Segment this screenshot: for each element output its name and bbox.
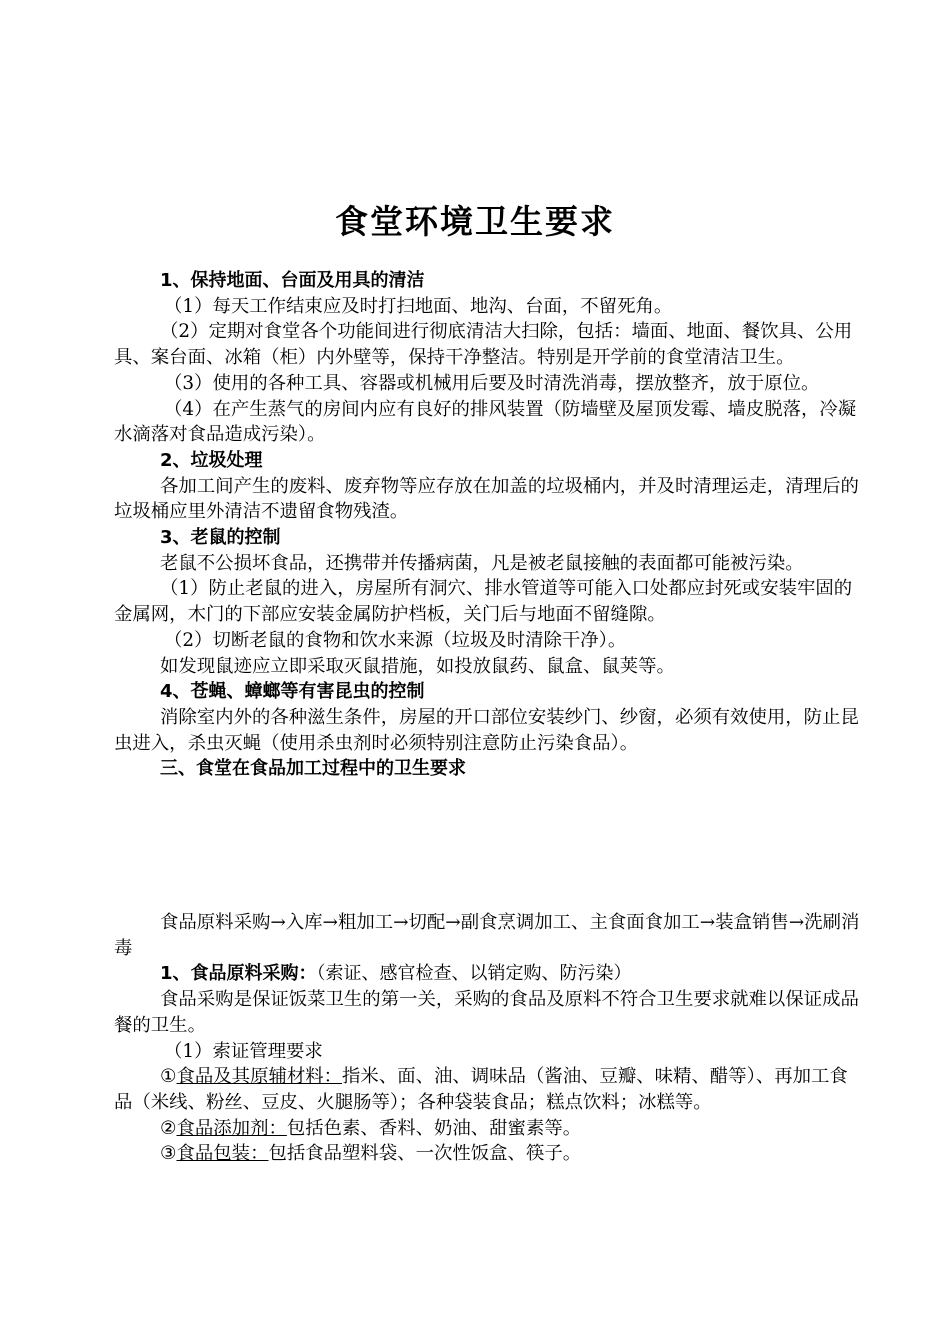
heading-text: 1、食品原料采购：	[160, 963, 317, 985]
item-number: ③	[160, 1143, 177, 1165]
paragraph: （4）在产生蒸气的房间内应有良好的排风装置（防墙壁及屋顶发霉、墙皮脱落，冷凝水滴落对食品造成污染）。	[114, 398, 857, 446]
item-number: ②	[160, 1117, 177, 1139]
list-item	[114, 1141, 862, 1167]
item-label: 食品添加剂：	[176, 1117, 287, 1139]
item-text: 指米、面、油、调味品（酱油、豆瓣、味精、醋等）、再加工食品（米线、粉丝、豆皮、火腿肠等）；各种袋装食品；糕点饮料；冰糕等。	[114, 1066, 848, 1113]
list-item	[114, 1064, 862, 1115]
process-flow: 食品原料采购→入库→粗加工→切配→副食烹调加工、主食面食加工→装盒销售→洗刷消毒	[114, 912, 860, 959]
section-heading: 2、垃圾处理	[160, 449, 263, 471]
item-label: 食品及其原辅材料：	[176, 1066, 343, 1088]
item-number: ①	[160, 1066, 177, 1088]
paragraph: 如发现鼠迹应立即采取灭鼠措施，如投放鼠药、鼠盒、鼠荚等。	[160, 655, 675, 677]
paragraph: （1）索证管理要求	[164, 1040, 323, 1062]
paragraph: 老鼠不公损坏食品，还携带并传播病菌，凡是被老鼠接触的表面都可能被污染。	[160, 552, 804, 574]
section-heading: 4、苍蝇、蟑螂等有害昆虫的控制	[160, 681, 425, 703]
paragraph: （1）每天工作结束应及时打扫地面、地沟、台面，不留死角。	[164, 295, 673, 317]
document-body	[114, 268, 862, 1167]
page-title: 食堂环境卫生要求	[335, 202, 615, 241]
item-text: 包括食品塑料袋、一次性饭盒、筷子。	[268, 1143, 582, 1165]
section-heading: 三、食堂在食品加工过程中的卫生要求	[160, 758, 466, 780]
item-text: 包括色素、香料、奶油、甜蜜素等。	[286, 1117, 582, 1139]
heading-note: （索证、感官检查、以销定购、防污染）	[316, 963, 632, 985]
section-heading	[114, 961, 862, 987]
paragraph: 食品采购是保证饭菜卫生的第一关，采购的食品及原料不符合卫生要求就难以保证成品餐的卫生。	[114, 989, 859, 1036]
section-heading: 1、保持地面、台面及用具的清洁	[160, 270, 425, 291]
paragraph: （3）使用的各种工具、容器或机械用后要及时清洗消毒，摆放整齐，放于原位。	[164, 372, 820, 394]
blank-space	[114, 782, 862, 910]
paragraph: （2）定期对食堂各个功能间进行彻底清洁大扫除，包括：墙面、地面、餐饮具、公用具、案台面、冰箱（柜）内外壁等，保持干净整洁。特别是开学前的食堂清洁卫生。	[114, 321, 853, 369]
paragraph: 各加工间产生的废料、废弃物等应存放在加盖的垃圾桶内，并及时清理运走，清理后的垃圾桶应里外清洁不遗留食物残渣。	[114, 475, 859, 523]
paragraph: （2）切断老鼠的食物和饮水来源（垃圾及时清除干净）。	[164, 629, 627, 651]
section-heading: 3、老鼠的控制	[160, 527, 281, 549]
paragraph: （1）防止老鼠的进入，房屋所有洞穴、排水管道等可能入口处都应封死或安装牢固的金属网，木门的下部应安装金属防护档板，关门后与地面不留缝隙。	[114, 578, 853, 626]
list-item	[114, 1116, 862, 1142]
paragraph: 消除室内外的各种滋生条件，房屋的开口部位安装纱门、纱窗，必须有效使用，防止昆虫进入，杀虫灭蝇（使用杀虫剂时必须特别注意防止污染食品）。	[114, 706, 859, 754]
item-label: 食品包装：	[176, 1143, 269, 1165]
